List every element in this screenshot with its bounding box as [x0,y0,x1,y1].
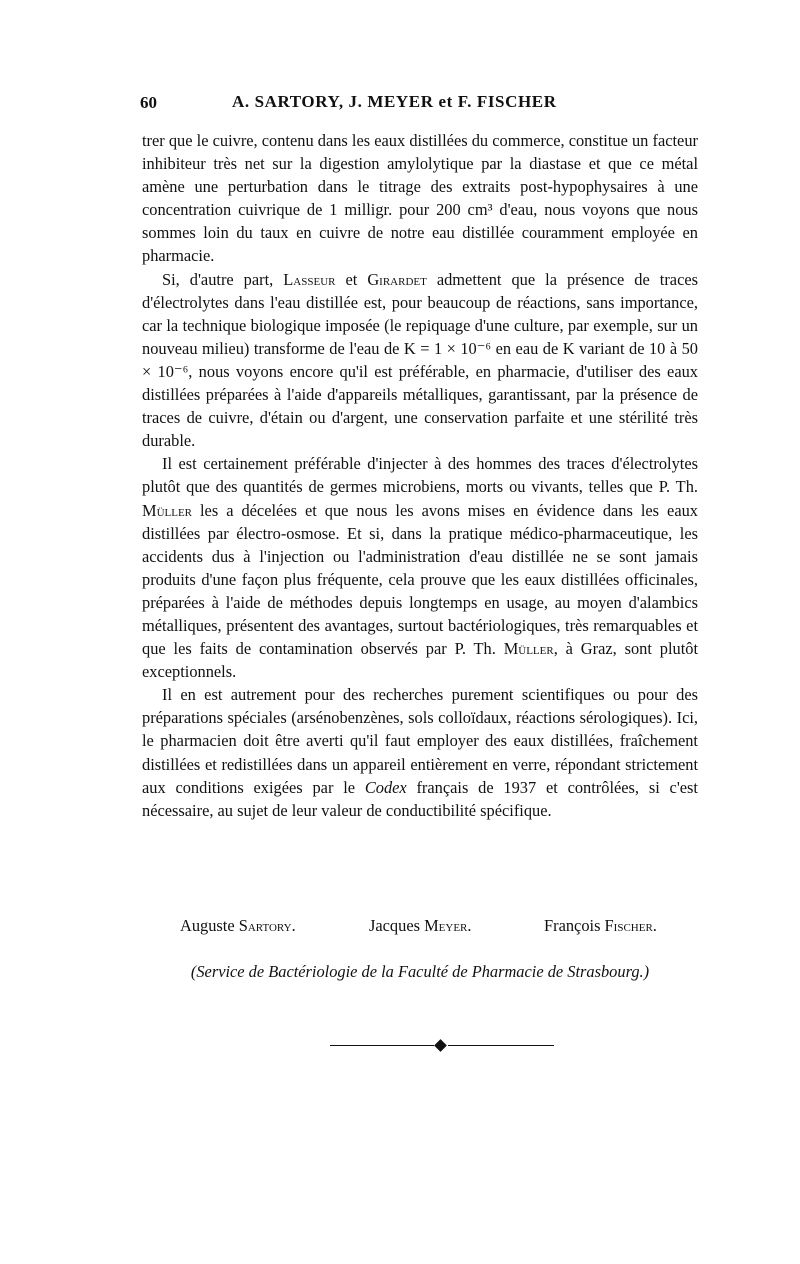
signature-last-name: Meyer. [424,916,472,935]
diamond-icon [434,1039,447,1052]
running-head: A. SARTORY, J. MEYER et F. FISCHER [232,92,557,111]
paragraph-1 [142,129,698,268]
page-number: 60 [140,93,157,112]
author-muller: Müller [142,500,193,520]
signature-last-name: Fischer. [604,916,657,935]
paragraph-3-text-b: les a décelées et que nous les avons mises en évidence dans les eaux distillées par électro-osmose. Et si, dans la pratique médico-pharmaceutique, les accidents dus à l'injection ou l'administration d'eau distillée ne se sont jamais produits d'une façon plus fréquente, cela prouve que les eaux distillées officinales, préparées à l'aide de méthodes depuis longtemps en usage, au moyen d'alambics métalliques, présentent des avantages, surtout bactériologiques, très remarquables et que les faits de contamination observés par P. Th. [142,500,698,659]
paragraph-2 [142,268,698,453]
signature-sartory [180,916,296,936]
rule-left [330,1045,434,1046]
page-header [140,93,660,119]
author-muller-2: Müller [503,639,554,659]
paragraph-1-text: trer que le cuivre, contenu dans les eaux distillées du commerce, constitue un facteur inhibiteur très net sur la digestion amylolytique par la diastase et que ce métal amène une perturbation dans le titrage des extraits post-hypophysaires à une concentration cuivrique de 1 milligr. pour 200 cm³ d'eau, nous voyons que nous sommes loin du taux en cuivre de notre eau distillée couramment employée en pharmacie. [142,131,698,266]
author-lasseur: Lasseur [283,269,336,289]
affiliation: (Service de Bactériologie de la Faculté de Pharmacie de Strasbourg.) [190,962,650,981]
paragraph-2-text-a: Si, d'autre part, [162,269,284,289]
paragraph-4-text-a: Il en est autrement pour des recherches purement scientifiques ou pour des préparations spéciales (arsénobenzènes, sols colloïdaux, réactions sérologiques). Ici, le pharmacien doit être averti qu'il faut employer des eaux distillées, fraîchement distillées et redistillées dans un appareil entièrement en verre, répondant strictement aux conditions exigées par le [142,685,698,797]
paragraph-3-text-c: , à Graz, sont plutôt exceptionnels. [142,639,698,682]
signature-fischer [544,916,657,936]
signature-block [180,916,700,942]
article-body [142,129,698,822]
author-girardet: Girardet [367,269,427,289]
paragraph-2-text-b: et [335,269,368,289]
signature-meyer [369,916,471,936]
signature-first-name: Auguste [180,916,239,935]
paragraph-3-text-a: Il est certainement préférable d'injecter à des hommes des traces d'électrolytes plutôt que des quantités de germes microbiens, morts ou vivants, telles que P. Th. [142,454,698,497]
paragraph-2-text-c: admettent que la présence de traces d'électrolytes dans l'eau distillée est, pour beaucoup de réactions, sans importance, car la technique biologique imposée (le repiquage d'une culture, par exemple, sur un nouveau milieu) transforme de l'eau de K = 1 × 10⁻⁶ en eau de K variant de 10 à 50 × 10⁻⁶, nous voyons encore qu'il est préférable, en pharmacie, d'utiliser des eaux distillées préparées à l'aide d'appareils métalliques, garantissant, par la présence de traces de cuivre, d'étain ou d'argent, une conservation parfaite et une stérilité très durable. [142,269,698,451]
paragraph-3 [142,452,698,683]
signature-first-name: François [544,916,605,935]
signature-first-name: Jacques [369,916,425,935]
diamond-rule-icon [330,1040,554,1052]
codex-title: Codex [364,777,407,797]
paragraph-4 [142,683,698,822]
signature-last-name: Sartory. [238,916,296,935]
paragraph-4-text-b: français de 1937 et contrôlées, si c'est nécessaire, au sujet de leur valeur de conductibilité spécifique. [142,777,698,820]
rule-right [448,1045,554,1046]
